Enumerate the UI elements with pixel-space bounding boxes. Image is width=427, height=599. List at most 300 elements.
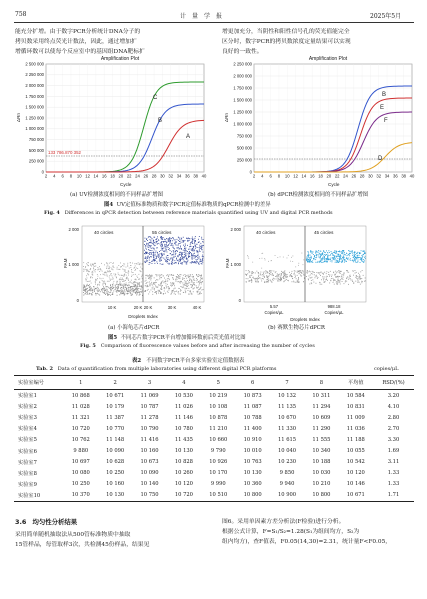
droplet-point	[165, 246, 166, 247]
droplet-point	[173, 248, 174, 249]
droplet-point	[348, 279, 349, 280]
droplet-point	[101, 289, 102, 290]
droplet-point	[156, 291, 157, 292]
droplet-point	[360, 259, 361, 260]
droplet-point	[173, 238, 174, 239]
droplet-point	[258, 278, 259, 279]
droplet-point	[131, 272, 132, 273]
droplet-point	[132, 286, 133, 287]
droplet-point	[129, 291, 130, 292]
droplet-point	[128, 271, 129, 272]
droplet-point	[153, 241, 154, 242]
droplet-point	[118, 287, 119, 288]
droplet-point	[183, 292, 184, 293]
droplet-point	[182, 263, 183, 264]
droplet-point	[329, 275, 330, 276]
droplet-point	[156, 279, 157, 280]
droplet-point	[359, 255, 360, 256]
droplet-point	[148, 249, 149, 250]
droplet-point	[131, 276, 132, 277]
droplet-point	[158, 293, 159, 294]
droplet-point	[199, 245, 200, 246]
droplet-point	[344, 272, 345, 273]
droplet-point	[194, 279, 195, 280]
droplet-point	[340, 284, 341, 285]
droplet-point	[265, 260, 266, 261]
table-cell: 1.71	[387, 492, 400, 499]
x-tick-label: 40	[409, 173, 415, 179]
droplet-point	[160, 245, 161, 246]
droplet-point	[104, 293, 105, 294]
droplet-point	[196, 274, 197, 275]
droplet-point	[113, 269, 114, 270]
droplet-point	[180, 259, 181, 260]
table-cell: 2.70	[387, 425, 400, 432]
droplet-point	[146, 285, 147, 286]
droplet-point	[198, 262, 199, 263]
droplet-point	[194, 242, 195, 243]
droplet-point	[124, 289, 125, 290]
droplet-point	[106, 275, 107, 276]
droplet-point	[257, 282, 258, 283]
droplet-point	[171, 255, 172, 256]
droplet-point	[320, 261, 321, 262]
droplet-point	[351, 252, 352, 253]
droplet-point	[172, 240, 173, 241]
text-line: 增更加充分，当阴性和阳性信号孔的荧光值能完全	[222, 29, 350, 35]
fig5-caption-en-text: Comparison of fluorescence values before and after increasing the number of cycles	[100, 343, 315, 349]
droplet-point	[151, 242, 152, 243]
header-rule	[14, 22, 414, 23]
droplet-point	[198, 294, 199, 295]
droplet-point	[149, 260, 150, 261]
droplet-point	[161, 237, 162, 238]
droplet-point	[324, 252, 325, 253]
droplet-point	[364, 260, 365, 261]
droplet-point	[201, 239, 202, 240]
droplet-point	[160, 284, 161, 285]
droplet-point	[155, 274, 156, 275]
page-number: 758	[15, 11, 27, 18]
droplet-point	[310, 275, 311, 276]
table-cell: 10 170	[209, 470, 228, 477]
droplet-point	[247, 255, 248, 256]
droplet-point	[326, 278, 327, 279]
droplet-point	[130, 286, 131, 287]
droplet-point	[139, 264, 140, 265]
droplet-point	[328, 259, 329, 260]
table-cell: 10 130	[106, 492, 125, 499]
droplet-point	[290, 261, 291, 262]
droplet-point	[151, 253, 152, 254]
droplet-point	[198, 255, 199, 256]
table-cell: 10 130	[174, 448, 193, 455]
droplet-point	[359, 282, 360, 283]
droplet-point	[120, 263, 121, 264]
table-cell: 10 090	[140, 470, 159, 477]
droplet-point	[109, 263, 110, 264]
droplet-point	[319, 274, 320, 275]
droplet-point	[160, 277, 161, 278]
droplet-point	[158, 243, 159, 244]
droplet-point	[310, 251, 311, 252]
droplet-point	[199, 283, 200, 284]
droplet-point	[194, 285, 195, 286]
droplet-point	[193, 284, 194, 285]
droplet-point	[314, 258, 315, 259]
droplet-point	[103, 288, 104, 289]
droplet-point	[107, 276, 108, 277]
droplet-point	[124, 290, 125, 291]
table-cell: 10 671	[346, 492, 365, 499]
droplet-point	[97, 278, 98, 279]
droplet-point	[149, 252, 150, 253]
droplet-point	[150, 246, 151, 247]
droplet-point	[107, 263, 108, 264]
droplet-point	[298, 263, 299, 264]
droplet-point	[85, 267, 86, 268]
droplet-point	[362, 256, 363, 257]
droplet-point	[125, 287, 126, 288]
droplet-point	[169, 263, 170, 264]
droplet-point	[148, 243, 149, 244]
droplet-point	[312, 271, 313, 272]
droplet-point	[265, 270, 266, 271]
droplet-point	[141, 271, 142, 272]
droplet-point	[340, 273, 341, 274]
droplet-point	[359, 274, 360, 275]
droplet-point	[180, 248, 181, 249]
droplet-point	[344, 254, 345, 255]
droplet-point	[148, 247, 149, 248]
droplet-point	[265, 273, 266, 274]
droplet-point	[187, 241, 188, 242]
droplet-point	[154, 255, 155, 256]
droplet-point	[359, 277, 360, 278]
droplet-point	[324, 261, 325, 262]
droplet-point	[338, 254, 339, 255]
droplet-point	[270, 280, 271, 281]
droplet-point	[170, 259, 171, 260]
droplet-point	[355, 254, 356, 255]
droplet-point	[200, 260, 201, 261]
droplet-point	[157, 280, 158, 281]
fig5b-ytick: 1 000	[230, 262, 241, 267]
droplet-point	[160, 283, 161, 284]
y-tick-label: 500 000	[236, 145, 252, 151]
droplet-point	[159, 259, 160, 260]
droplet-point	[100, 291, 101, 292]
droplet-point	[352, 280, 353, 281]
droplet-point	[267, 272, 268, 273]
x-tick-label: 36	[393, 173, 398, 179]
droplet-point	[270, 272, 271, 273]
droplet-point	[361, 282, 362, 283]
droplet-point	[309, 276, 310, 277]
droplet-point	[182, 254, 183, 255]
droplet-point	[278, 281, 279, 282]
y-tick-label: 750 000	[28, 137, 44, 142]
droplet-point	[327, 262, 328, 263]
droplet-point	[166, 258, 167, 259]
droplet-point	[109, 279, 110, 280]
droplet-point	[192, 250, 193, 251]
droplet-point	[92, 264, 93, 265]
droplet-point	[148, 276, 149, 277]
droplet-point	[279, 274, 280, 275]
droplet-point	[186, 262, 187, 263]
droplet-point	[201, 290, 202, 291]
droplet-point	[134, 292, 135, 293]
fig4-caption-en-label: Fig. 4	[44, 210, 60, 216]
droplet-point	[336, 251, 337, 252]
droplet-point	[139, 295, 140, 296]
droplet-point	[283, 257, 284, 258]
table-cell: 11 148	[106, 436, 125, 443]
droplet-point	[118, 269, 119, 270]
fig4a-y-axis-label: ΔRn	[16, 113, 21, 122]
droplet-point	[159, 278, 160, 279]
droplet-point	[310, 277, 311, 278]
droplet-point	[289, 276, 290, 277]
droplet-point	[109, 268, 110, 269]
droplet-point	[358, 278, 359, 279]
droplet-point	[186, 284, 187, 285]
droplet-point	[151, 278, 152, 279]
droplet-point	[340, 256, 341, 257]
droplet-point	[155, 291, 156, 292]
droplet-point	[168, 257, 169, 258]
droplet-point	[255, 281, 256, 282]
table-cell: 9 990	[210, 481, 226, 488]
droplet-point	[336, 277, 337, 278]
droplet-point	[149, 242, 150, 243]
droplet-point	[179, 248, 180, 249]
table-cell: 1.33	[387, 470, 400, 477]
droplet-point	[86, 263, 87, 264]
droplet-point	[346, 278, 347, 279]
droplet-point	[114, 274, 115, 275]
droplet-point	[269, 275, 270, 276]
droplet-point	[325, 279, 326, 280]
droplet-point	[190, 262, 191, 263]
droplet-point	[175, 251, 176, 252]
droplet-point	[170, 285, 171, 286]
droplet-point	[312, 274, 313, 275]
droplet-point	[139, 284, 140, 285]
droplet-point	[153, 287, 154, 288]
droplet-point	[295, 282, 296, 283]
x-tick-label: 8	[277, 173, 281, 179]
droplet-point	[120, 292, 121, 293]
droplet-point	[194, 288, 195, 289]
droplet-point	[96, 279, 97, 280]
droplet-point	[153, 254, 154, 255]
droplet-point	[136, 288, 137, 289]
droplet-point	[110, 285, 111, 286]
droplet-point	[150, 256, 151, 257]
droplet-point	[358, 257, 359, 258]
table-cell: 10 030	[312, 470, 331, 477]
table-cell: 10 311	[312, 392, 331, 399]
droplet-point	[168, 278, 169, 279]
table-cell: 10 130	[243, 470, 262, 477]
droplet-point	[174, 260, 175, 261]
y-tick-label: 750 000	[236, 133, 252, 139]
x-tick-label: 16	[101, 173, 107, 179]
droplet-point	[126, 290, 127, 291]
droplet-point	[111, 287, 112, 288]
droplet-point	[173, 289, 174, 290]
droplet-point	[289, 272, 290, 273]
droplet-point	[89, 271, 90, 272]
droplet-point	[151, 245, 152, 246]
droplet-point	[147, 260, 148, 261]
droplet-point	[338, 262, 339, 263]
droplet-point	[184, 261, 185, 262]
droplet-point	[131, 291, 132, 292]
droplet-point	[180, 257, 181, 258]
journal-title: 计 量 学 报	[180, 13, 223, 20]
droplet-point	[153, 240, 154, 241]
droplet-point	[189, 253, 190, 254]
table-cell: 11 026	[174, 403, 193, 410]
fig4b-y-axis-label: ΔRn	[224, 113, 229, 122]
droplet-point	[298, 271, 299, 272]
droplet-point	[185, 282, 186, 283]
droplet-point	[198, 291, 199, 292]
droplet-point	[168, 263, 169, 264]
droplet-point	[258, 272, 259, 273]
droplet-point	[302, 270, 303, 271]
droplet-point	[309, 284, 310, 285]
droplet-point	[264, 277, 265, 278]
table-cell: 11 069	[140, 392, 159, 399]
droplet-point	[196, 261, 197, 262]
droplet-point	[200, 243, 201, 244]
right-paragraph	[222, 27, 417, 57]
droplet-point	[335, 262, 336, 263]
droplet-point	[146, 238, 147, 239]
droplet-point	[298, 279, 299, 280]
droplet-point	[358, 260, 359, 261]
droplet-point	[171, 294, 172, 295]
droplet-point	[113, 267, 114, 268]
droplet-point	[189, 238, 190, 239]
table-row	[14, 401, 414, 412]
droplet-point	[166, 244, 167, 245]
droplet-point	[310, 260, 311, 261]
droplet-point	[86, 275, 87, 276]
droplet-point	[131, 283, 132, 284]
table-cell: 10 360	[243, 481, 262, 488]
droplet-point	[197, 276, 198, 277]
table-cell: 11 146	[174, 414, 193, 421]
droplet-point	[121, 283, 122, 284]
droplet-point	[186, 281, 187, 282]
droplet-point	[106, 289, 107, 290]
droplet-point	[323, 251, 324, 252]
droplet-point	[319, 262, 320, 263]
droplet-point	[150, 276, 151, 277]
droplet-point	[172, 243, 173, 244]
droplet-point	[160, 288, 161, 289]
droplet-point	[123, 293, 124, 294]
droplet-point	[89, 289, 90, 290]
droplet-point	[99, 269, 100, 270]
droplet-point	[106, 293, 107, 294]
droplet-point	[173, 279, 174, 280]
droplet-point	[352, 253, 353, 254]
droplet-point	[182, 287, 183, 288]
droplet-point	[193, 250, 194, 251]
droplet-point	[128, 280, 129, 281]
fig5-caption-cn-label: 图5	[108, 335, 118, 341]
droplet-point	[287, 258, 288, 259]
droplet-point	[177, 239, 178, 240]
droplet-point	[329, 259, 330, 260]
droplet-point	[173, 254, 174, 255]
droplet-point	[295, 276, 296, 277]
droplet-point	[283, 281, 284, 282]
table2-body	[14, 390, 414, 501]
droplet-point	[356, 272, 357, 273]
droplet-point	[353, 261, 354, 262]
droplet-point	[156, 293, 157, 294]
droplet-point	[262, 274, 263, 275]
table-cell: 实验室9	[18, 481, 37, 488]
droplet-point	[253, 272, 254, 273]
table2-unit: copies/μL	[374, 366, 399, 372]
droplet-point	[334, 259, 335, 260]
droplet-point	[337, 262, 338, 263]
droplet-point	[332, 260, 333, 261]
droplet-point	[165, 280, 166, 281]
droplet-point	[128, 289, 129, 290]
droplet-point	[324, 257, 325, 258]
droplet-point	[87, 281, 88, 282]
droplet-point	[200, 261, 201, 262]
droplet-point	[151, 282, 152, 283]
droplet-point	[347, 277, 348, 278]
table2-title-cn-text: 不同数字PCR平台多家实验室定值数据表	[146, 358, 245, 364]
droplet-point	[113, 266, 114, 267]
droplet-point	[313, 254, 314, 255]
droplet-point	[301, 272, 302, 273]
droplet-point	[134, 286, 135, 287]
droplet-point	[147, 256, 148, 257]
droplet-point	[166, 275, 167, 276]
droplet-point	[184, 246, 185, 247]
droplet-point	[97, 276, 98, 277]
droplet-point	[202, 260, 203, 261]
droplet-point	[191, 279, 192, 280]
droplet-point	[197, 282, 198, 283]
droplet-point	[355, 261, 356, 262]
fig4a-y-ticks	[25, 62, 44, 174]
droplet-point	[278, 279, 279, 280]
fig4b-plot-frame	[254, 64, 412, 172]
table-cell: 11 294	[312, 403, 331, 410]
droplet-point	[120, 290, 121, 291]
droplet-point	[154, 242, 155, 243]
droplet-point	[315, 253, 316, 254]
table-cell: 10 090	[106, 448, 125, 455]
droplet-point	[177, 274, 178, 275]
droplet-point	[94, 289, 95, 290]
droplet-point	[150, 250, 151, 251]
droplet-point	[252, 273, 253, 274]
